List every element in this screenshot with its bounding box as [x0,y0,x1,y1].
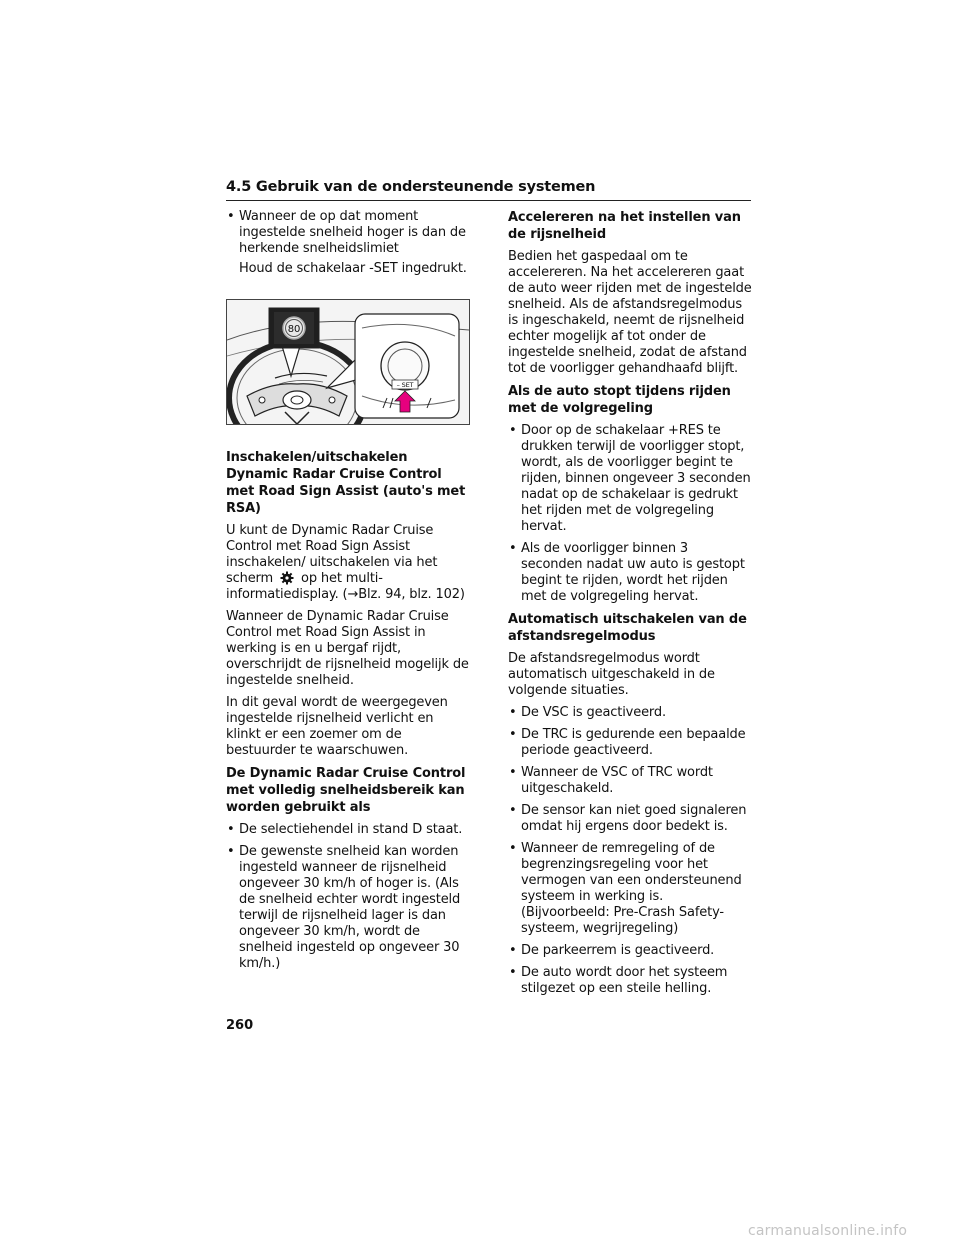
paragraph-downhill: Wanneer de Dynamic Radar Cruise Control met Road Sign Assist in werking is en u bergaf rijdt, overschrijdt de rijsnelheid mogelijk de ingestelde snelheid. [226,609,469,688]
list-item: • Wanneer de VSC of TRC wordt uitgeschakeld. [508,765,753,797]
list-item: • De gewenste snelheid kan worden ingesteld wanneer de rijsnelheid ongeveer 30 km/h of hoger is. (Als de snelheid echter wordt ingesteld terwijl de rijsnelheid lager is dan ongeveer 30 km/h, wordt de snelheid ingesteld op ongeveer 30 km/h.) [226,844,472,972]
list-item: • Wanneer de remregeling of de begrenzingsregeling voor het vermogen van een ondersteunend systeem in werking is. (Bijvoorbeeld: Pre-Crash Safety-systeem, wegrijregeling) [508,841,753,937]
heading-accelerate: Accelereren na het instellen van de rijsnelheid [508,210,741,242]
heading-full-speed-range: De Dynamic Radar Cruise Control met volledig snelheidsbereik kan worden gebruikt als [226,766,466,815]
heading-auto-cancel: Automatisch uitschakelen van de afstandsregelmodus [508,612,747,644]
right-column [508,209,753,1003]
page-number: 260 [226,1018,254,1033]
paragraph-auto-cancel: De afstandsregelmodus wordt automatisch uitgeschakeld in de volgende situaties. [508,651,715,698]
heading-vehicle-stops: Als de auto stopt tijdens rijden met de volgregeling [508,384,731,416]
list-item: • De selectiehendel in stand D staat. [226,822,472,838]
paragraph-warning: In dit geval wordt de weergegeven ingestelde rijsnelheid verlicht en klinkt er een zoemer om de bestuurder te waarschuwen. [226,695,448,758]
list-item: • De sensor kan niet goed signaleren omdat hij ergens door bedekt is. [508,803,753,835]
list-item: • De auto wordt door het systeem stilgezet op een steile helling. [508,965,753,997]
steering-wheel-svg [227,300,469,424]
list-item: • Als de voorligger binnen 3 seconden nadat uw auto is gestopt begint te rijden, wordt het rijden met de volgregeling hervat. [508,541,753,605]
bullet-sub-instruction: Houd de schakelaar -SET ingedrukt. [239,261,467,276]
list-item: • Wanneer de op dat moment ingestelde snelheid hoger is dan de herkende snelheidslimiet Houd de schakelaar -SET ingedrukt. [226,209,472,277]
list-item: • De VSC is geactiveerd. [508,705,753,721]
heading-rsa-toggle: Inschakelen/uitschakelen Dynamic Radar Cruise Control met Road Sign Assist (auto's met RSA) [226,450,466,516]
speed-display-callout [269,308,319,348]
section-header: 4.5 Gebruik van de ondersteunende systemen [226,179,751,201]
list-item: • De TRC is gedurende een bepaalde periode geactiveerd. [508,727,753,759]
stop-resume-list [508,423,753,605]
steering-wheel-illustration [226,299,470,425]
speed-limit-value: 80 [287,324,301,335]
switch-callout [355,314,459,418]
list-item: • Door op de schakelaar +RES te drukken terwijl de voorligger stopt, wordt, als de voorligger begint te rijden, binnen ongeveer 3 seconden nadat op de schakelaar is gedrukt het rijden met de volgregeling hervat. [508,423,753,535]
top-bullet-list [226,209,472,277]
list-item: • De parkeerrem is geactiveerd. [508,943,753,959]
watermark: carmanualsonline.info [748,1223,908,1239]
paragraph-rsa-toggle: U kunt de Dynamic Radar Cruise Control met Road Sign Assist inschakelen/ uitschakelen via het scherm op het multi-informatiedisplay. (→Blz. 94, blz. 102) [226,523,465,602]
conditions-list [226,822,472,972]
set-switch-label: – SET [396,381,414,389]
gear-icon [280,571,294,585]
auto-cancel-list [508,705,753,997]
paragraph-accelerate: Bedien het gaspedaal om te accelereren. Na het accelereren gaat de auto weer rijden met de ingestelde snelheid. Als de afstandsregelmodus is ingeschakeld, neemt de rijsnelheid echter mogelijk af tot onder de ingestelde snelheid, zodat de afstand tot de voorligger gehandhaafd blijft. [508,249,752,376]
left-column [226,209,472,978]
